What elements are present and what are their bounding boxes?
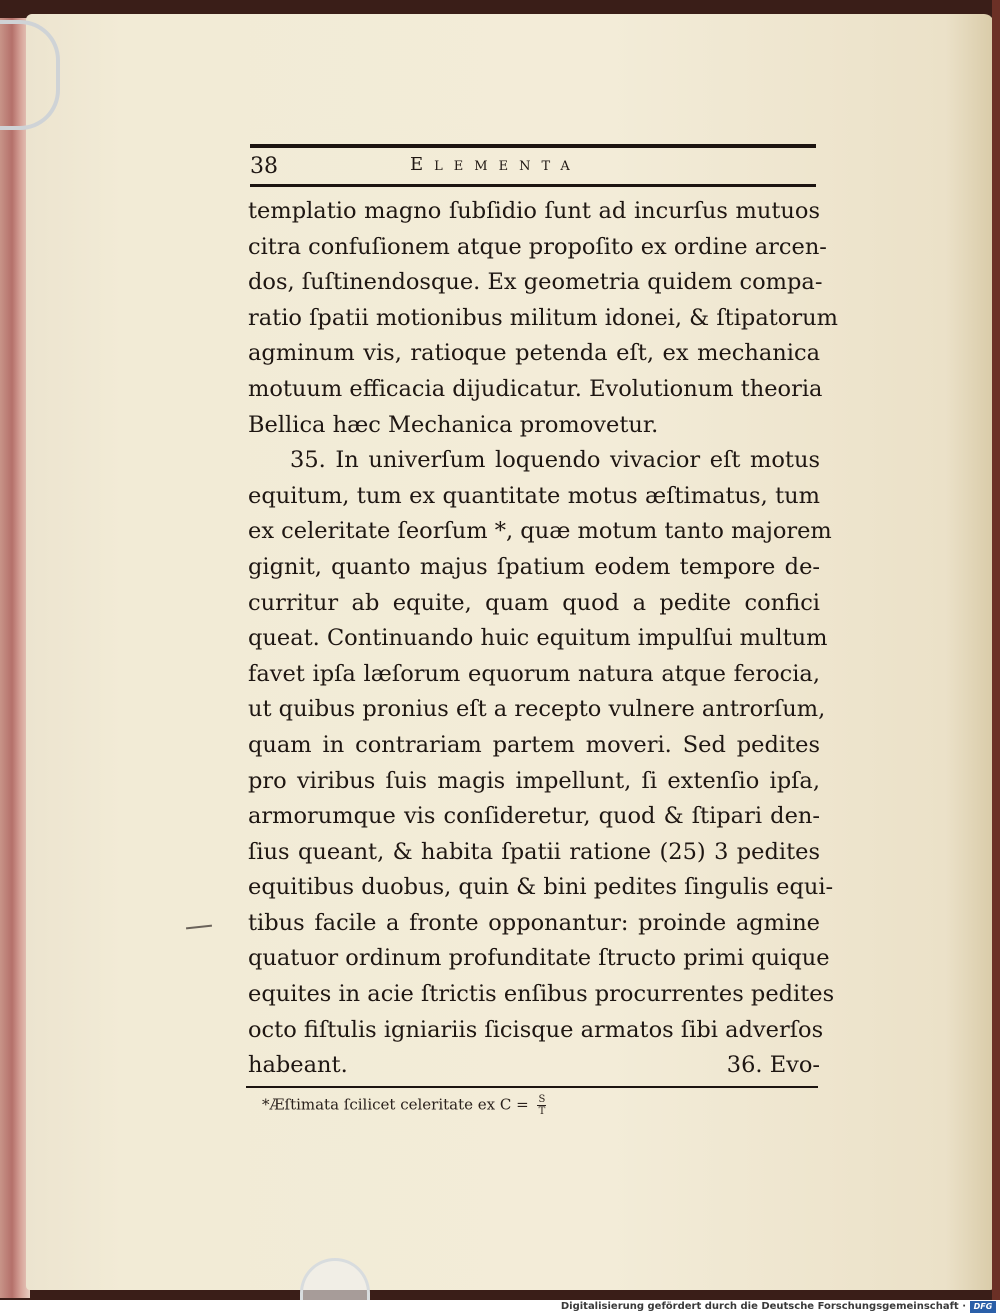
text-line: ex celeritate ſeorſum *, quæ motum tanto majorem xyxy=(248,518,832,545)
page-number: 38 xyxy=(250,154,278,179)
text-line: agminum vis, ratioque petenda eſt, ex mechanica xyxy=(248,340,820,367)
text-line: tibus facile a fronte opponantur: proinde agmine xyxy=(248,909,820,936)
text-line: quam in contrariam partem moveri. Sed pedites xyxy=(248,731,820,758)
text-line: equites in acie ſtrictis enſibus procurrentes pedites xyxy=(248,981,835,1008)
text-line: templatio magno ſubſidio ſunt ad incurſus mutuos xyxy=(248,198,820,224)
text-line: equitibus duobus, quin & bini pedites ſingulis equi- xyxy=(248,874,834,901)
text-line: gignit, quanto majus ſpatium eodem tempore de- xyxy=(248,553,820,580)
paper-clip xyxy=(0,20,60,130)
text-line: ſius queant, & habita ſpatii ratione (25) 3 pedites xyxy=(248,838,820,865)
body-text xyxy=(248,194,838,1084)
text-line-end: habeant. xyxy=(248,1052,348,1079)
text-line: Bellica hæc Mechanica promovetur. xyxy=(248,411,659,438)
footnote-text: *Æſtimata ſcilicet celeritate ex C = xyxy=(262,1095,529,1114)
header-rule-bottom xyxy=(250,184,816,187)
text-line: dos, ſuſtinendosque. Ex geometria quidem compa- xyxy=(248,269,823,296)
text-line: armorumque vis conſideretur, quod & ſtipari den- xyxy=(248,803,820,830)
running-head: Elementa xyxy=(410,154,581,175)
book-cover-edge xyxy=(992,0,1000,1300)
text-line: equitum, tum ex quantitate motus æſtimatus, tum xyxy=(248,482,820,509)
text-line: ratio ſpatii motionibus militum idonei, & ſtipatorum xyxy=(248,304,838,331)
text-line: curritur ab equite, quam quod a pedite confici xyxy=(248,589,820,616)
dfg-logo: DFG xyxy=(970,1301,996,1313)
text-line: 35. In univerſum loquendo vivacior eſt motus xyxy=(290,447,820,474)
text-line: pro viribus ſuis magis impellunt, ſi extenſio ipſa, xyxy=(248,767,820,794)
text-line: favet ipſa læſorum equorum natura atque ferocia, xyxy=(248,660,820,687)
text-line: ut quibus pronius eſt a recepto vulnere antrorſum, xyxy=(248,696,826,723)
text-line: octo fiſtulis igniariis ſicisque armatos ſibi adverſos xyxy=(248,1016,824,1043)
catchword: 36. Evo- xyxy=(726,1052,820,1079)
footnote-fraction xyxy=(537,1094,546,1117)
footnote xyxy=(262,1094,546,1117)
credit-text: Digitalisierung gefördert durch die Deutsche Forschungsgemeinschaft · xyxy=(560,1301,966,1312)
text-line: motuum efficacia dijudicatur. Evolutionum theoria xyxy=(248,375,823,402)
footnote-rule xyxy=(246,1086,818,1088)
fraction-numerator: S xyxy=(538,1094,546,1105)
text-line: queat. Continuando huic equitum impulſui multum xyxy=(248,625,828,652)
fraction-denominator: T xyxy=(538,1106,546,1117)
last-text-line xyxy=(248,1048,820,1084)
text-line: citra confuſionem atque propoſito ex ordine arcen- xyxy=(248,233,827,260)
header-rule-top xyxy=(250,144,816,148)
text-line: quatuor ordinum profunditate ſtructo primi quique xyxy=(248,945,830,972)
